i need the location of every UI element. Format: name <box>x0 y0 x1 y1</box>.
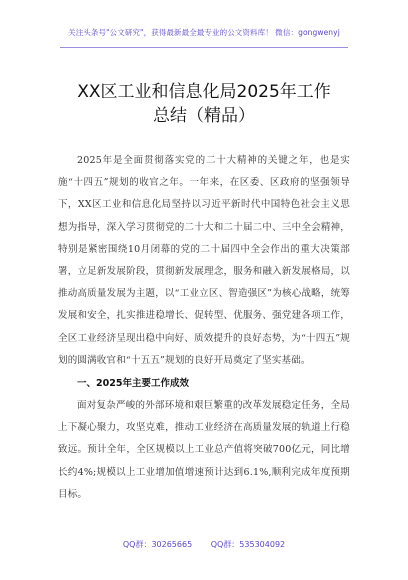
document-body <box>58 150 350 506</box>
title-line-1: XX区工业和信息化局2025年工作 <box>77 82 331 102</box>
document-title <box>58 80 350 128</box>
footer-qq-group-2: QQ群：535304092 <box>210 540 286 549</box>
section-heading: 一、2025年主要工作成效 <box>77 378 189 390</box>
section-paragraph: 面对复杂严峻的外部环境和艰巨繁重的改革发展稳定任务，全局上下凝心聚力，攻坚克难，推动工业经济在高质量发展的轨道上行稳致远。预计全年，全区规模以上工业总产值将突破700亿元，同比增长约4%;规模以上工业增加值增速预计达到6.1%,顺利完成年度预期目标。 <box>58 400 350 500</box>
title-line-2: 总结（精品） <box>153 106 255 126</box>
header-divider <box>60 47 348 48</box>
intro-paragraph: 2025年是全面贯彻落实党的二十大精神的关键之年，也是实施“十四五”规划的收官之年。一年来，在区委、区政府的坚强领导下，XX区工业和信息化局坚持以习近平新时代中国特色社会主义思想为指导，深入学习贯彻党的二十大和二十届二中、三中全会精神，特别是紧密围绕10月闭幕的党的二十届四中全会作出的重大决策部署，立足新发展阶段，贯彻新发展理念，服务和融入新发展格局，以推动高质量发展为主题，以“工业立区、智造强区”为核心战略，统筹发展和安全，扎实推进稳增长、促转型、优服务、强党建各项工作，全区工业经济呈现出稳中向好、质效提升的良好态势，为“十四五”规划的圆满收官和“十五五”规划的良好开局奠定了坚实基础。 <box>58 155 350 366</box>
header-banner: 关注头条号"公文研究"，获得最新最全最专业的公文资料库！ 微信：gongwenyj <box>68 28 340 37</box>
footer-qq-group-1: QQ群：30265665 <box>122 540 193 549</box>
footer <box>0 539 408 550</box>
